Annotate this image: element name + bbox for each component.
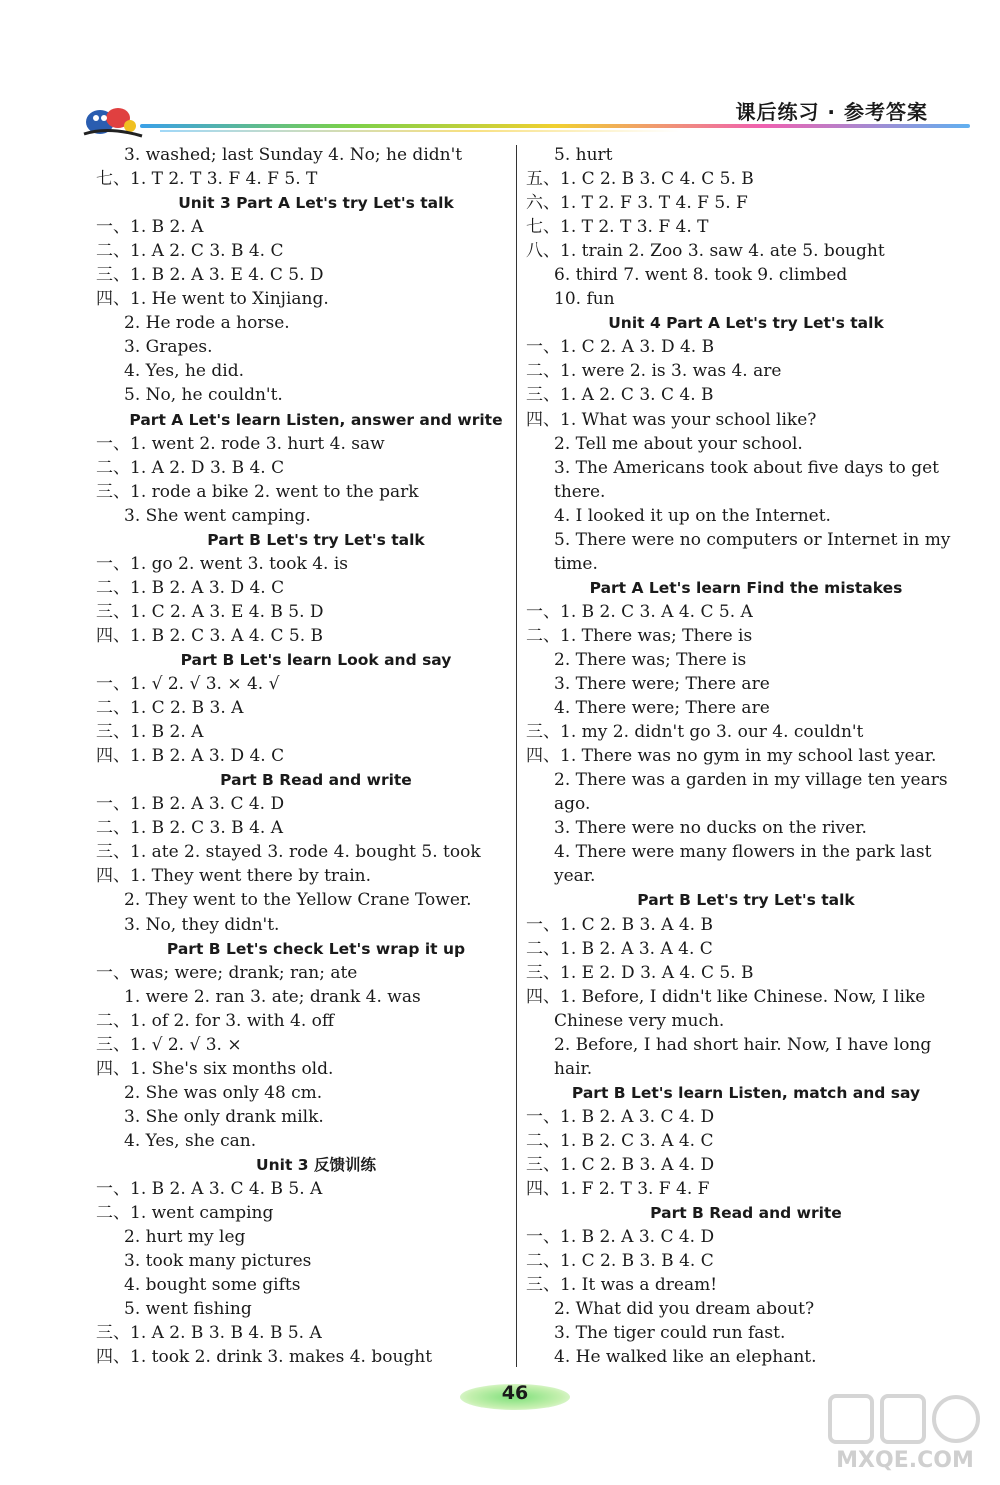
answer-line: 一、1. C 2. A 3. D 4. B (526, 337, 715, 358)
answer-line: 3. There were; There are (554, 674, 770, 695)
answer-line: 二、1. A 2. D 3. B 4. C (96, 457, 285, 478)
answer-line: 二、1. B 2. A 3. D 4. C (96, 577, 285, 598)
answer-line: 3. She only drank milk. (124, 1106, 324, 1127)
answer-line: 四、1. He went to Xinjiang. (96, 289, 329, 310)
answer-line: year. (554, 866, 596, 887)
answer-line: 2. hurt my leg (124, 1227, 246, 1248)
answer-line: 二、1. B 2. A 3. A 4. C (526, 938, 713, 959)
answer-line: 4. Yes, he did. (124, 361, 244, 382)
answer-line: 七、1. T 2. T 3. F 4. F 5. T (96, 169, 318, 190)
answer-line: 一、1. C 2. B 3. A 4. B (526, 914, 713, 935)
header-title: 课后练习 · 参考答案 (735, 100, 928, 124)
answer-line: 三、1. B 2. A (96, 722, 204, 743)
answer-line: 5. hurt (554, 145, 613, 165)
answer-line: 2. They went to the Yellow Crane Tower. (124, 890, 472, 911)
answer-line: time. (554, 553, 598, 574)
answer-watermark-logo-icon (820, 1390, 990, 1450)
section-heading: Unit 3 反馈训练 (256, 1155, 376, 1174)
answer-line: 3. There were no ducks on the river. (554, 818, 867, 839)
answer-line: 七、1. T 2. T 3. F 4. T (526, 217, 709, 238)
answer-line: 3. The tiger could run fast. (554, 1323, 786, 1344)
answer-line: 3. The Americans took about five days to get (554, 457, 939, 478)
page-header (0, 0, 1000, 150)
answer-line: 4. There were many flowers in the park last (554, 842, 932, 863)
answer-line: 三、1. A 2. B 3. B 4. B 5. A (96, 1323, 322, 1344)
answer-line: 3. washed; last Sunday 4. No; he didn't (124, 145, 463, 165)
answer-line: 4. There were; There are (554, 698, 770, 719)
answer-line: 六、1. T 2. F 3. T 4. F 5. F (526, 193, 748, 214)
answer-line: 5. No, he couldn't. (124, 385, 283, 406)
answer-line: 2. There was; There is (554, 649, 747, 670)
watermark-text: MXQE.COM (836, 1448, 974, 1473)
section-heading: Unit 4 Part A Let's try Let's talk (608, 314, 884, 333)
column-divider (516, 145, 517, 1367)
section-heading: Part A Let's learn Listen, answer and write (129, 410, 503, 429)
answer-line: 四、1. F 2. T 3. F 4. F (526, 1179, 710, 1200)
answer-line: 3. Grapes. (124, 337, 213, 358)
answer-line: 四、1. Before, I didn't like Chinese. Now, I like (526, 986, 926, 1007)
answer-line: 二、1. of 2. for 3. with 4. off (96, 1010, 334, 1031)
answer-line: 四、1. B 2. C 3. A 4. C 5. B (96, 625, 324, 646)
answer-line: 二、1. were 2. is 3. was 4. are (526, 361, 782, 382)
answer-line: 三、1. ate 2. stayed 3. rode 4. bought 5. took (96, 842, 481, 863)
answer-line: Chinese very much. (554, 1010, 725, 1031)
answer-line: 二、1. C 2. B 3. A (96, 698, 244, 719)
answer-line: 一、was; were; drank; ran; ate (96, 962, 358, 983)
answer-line: 一、1. B 2. A (96, 217, 204, 238)
header-accent-line (160, 130, 680, 132)
answer-line: 一、1. B 2. A 3. C 4. B 5. A (96, 1179, 323, 1200)
answer-line: 三、1. E 2. D 3. A 4. C 5. B (526, 962, 754, 983)
answer-line: 10. fun (554, 289, 615, 310)
answer-line: 3. She went camping. (124, 505, 311, 526)
section-heading: Part B Let's learn Look and say (180, 650, 452, 669)
answer-line: 6. third 7. went 8. took 9. climbed (554, 265, 848, 286)
answer-line: 二、1. B 2. C 3. B 4. A (96, 818, 283, 839)
answer-column-right (526, 143, 966, 1369)
answer-line: there. (554, 481, 606, 502)
answer-line: 二、1. A 2. C 3. B 4. C (96, 241, 284, 262)
answer-line: 四、1. She's six months old. (96, 1058, 334, 1079)
answer-line: 2. Before, I had short hair. Now, I have long (554, 1034, 932, 1055)
answer-line: 4. I looked it up on the Internet. (554, 505, 831, 526)
answer-line: 三、1. C 2. A 3. E 4. B 5. D (96, 601, 324, 622)
answer-line: 一、1. B 2. A 3. C 4. D (526, 1227, 715, 1248)
answer-line: 三、1. my 2. didn't go 3. our 4. couldn't (526, 722, 864, 743)
answer-line: 四、1. There was no gym in my school last year. (526, 746, 937, 767)
answer-line: 3. No, they didn't. (124, 914, 280, 935)
answer-line: ago. (554, 794, 591, 815)
answer-line: 二、1. B 2. C 3. A 4. C (526, 1130, 714, 1151)
answer-line: 2. What did you dream about? (554, 1299, 815, 1320)
answer-line: 2. There was a garden in my village ten years (554, 770, 948, 791)
answer-line: 5. There were no computers or Internet in my (554, 529, 951, 550)
answer-line: 三、1. rode a bike 2. went to the park (96, 481, 419, 502)
answer-line: 三、1. √ 2. √ 3. × (96, 1034, 242, 1055)
answer-line: 二、1. C 2. B 3. B 4. C (526, 1251, 714, 1272)
answer-line: 1. were 2. ran 3. ate; drank 4. was (124, 986, 421, 1007)
answer-line: 二、1. went camping (96, 1203, 274, 1224)
section-heading: Part B Read and write (650, 1204, 842, 1223)
answer-line: 二、1. There was; There is (526, 625, 753, 646)
answer-line: 一、1. B 2. C 3. A 4. C 5. A (526, 601, 753, 622)
answer-line: 2. He rode a horse. (124, 313, 290, 334)
answer-line: 一、1. B 2. A 3. C 4. D (526, 1106, 715, 1127)
answer-line: 三、1. A 2. C 3. C 4. B (526, 385, 714, 406)
watermark (820, 1390, 990, 1480)
answer-line: 4. He walked like an elephant. (554, 1347, 817, 1368)
answer-line: 2. She was only 48 cm. (124, 1082, 323, 1103)
section-heading: Unit 3 Part A Let's try Let's talk (178, 194, 454, 213)
answer-line: 5. went fishing (124, 1299, 252, 1320)
answer-line: 4. Yes, she can. (124, 1130, 257, 1151)
answer-line: 三、1. C 2. B 3. A 4. D (526, 1154, 715, 1175)
answer-line: 一、1. √ 2. √ 3. × 4. √ (96, 674, 280, 695)
section-heading: Part B Let's learn Listen, match and say (571, 1083, 921, 1102)
answer-line: hair. (554, 1058, 593, 1079)
answer-line: 2. Tell me about your school. (554, 433, 803, 454)
section-heading: Part B Let's check Let's wrap it up (166, 939, 466, 958)
cartoon-logo-icon (78, 96, 148, 140)
answer-line: 四、1. B 2. A 3. D 4. C (96, 746, 285, 767)
page-number: 46 (501, 1382, 529, 1404)
answer-line: 3. took many pictures (124, 1251, 312, 1272)
section-heading: Part A Let's learn Find the mistakes (589, 578, 903, 597)
answer-line: 一、1. go 2. went 3. took 4. is (96, 553, 348, 574)
answer-line: 八、1. train 2. Zoo 3. saw 4. ate 5. bought (526, 241, 885, 262)
answer-line: 三、1. B 2. A 3. E 4. C 5. D (96, 265, 324, 286)
answer-line: 四、1. What was your school like? (526, 409, 817, 430)
section-heading: Part B Let's try Let's talk (637, 891, 855, 910)
answer-line: 一、1. went 2. rode 3. hurt 4. saw (96, 433, 385, 454)
answer-line: 四、1. They went there by train. (96, 866, 371, 887)
answer-column-left (96, 143, 536, 1369)
answer-line: 五、1. C 2. B 3. C 4. C 5. B (526, 169, 754, 190)
answer-line: 三、1. It was a dream! (526, 1275, 718, 1296)
answer-line: 一、1. B 2. A 3. C 4. D (96, 794, 285, 815)
section-heading: Part B Read and write (220, 771, 412, 790)
section-heading: Part B Let's try Let's talk (207, 530, 425, 549)
answer-line: 4. bought some gifts (124, 1275, 301, 1296)
answer-line: 四、1. took 2. drink 3. makes 4. bought (96, 1347, 433, 1368)
page-number-badge (460, 1378, 570, 1414)
